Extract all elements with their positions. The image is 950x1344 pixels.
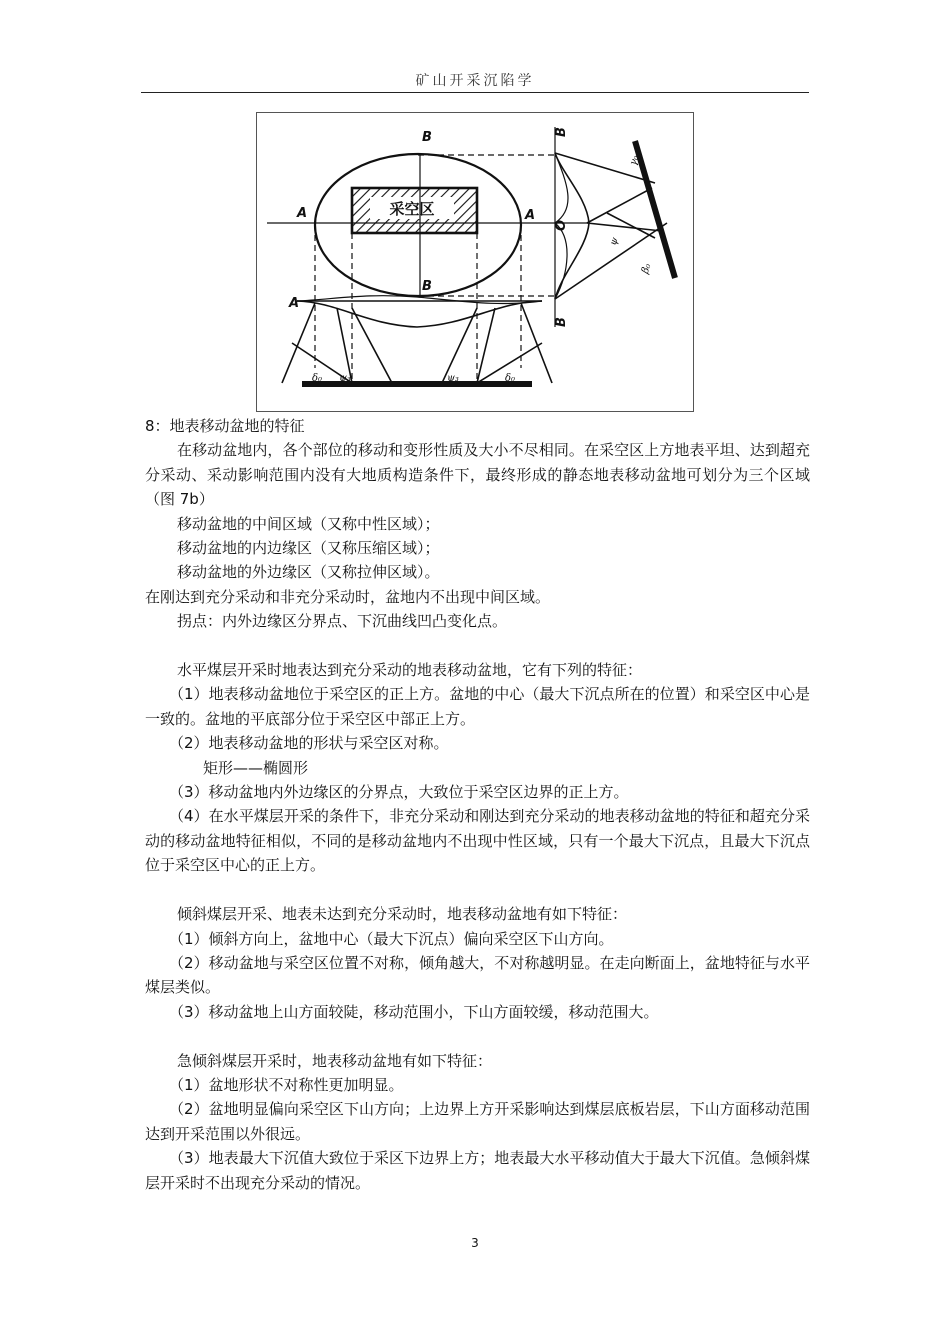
- steep-item-2: （2）盆地明显偏向采空区下山方向；上边界上方开采影响达到煤层底板岩层，下山方面移动范围达到开采范围以外很远。: [145, 1100, 810, 1143]
- label-psi3-left: ψ₃: [339, 373, 351, 384]
- zone-item-inner: 移动盆地的内边缘区（又称压缩区域）；: [177, 539, 440, 558]
- header-rule: [141, 92, 809, 93]
- label-b-center: B: [422, 279, 432, 294]
- label-gamma0: γ₀: [627, 153, 642, 168]
- inclined-item-1: （1）倾斜方向上，盆地中心（最大下沉点）偏向采空区下山方向。: [169, 929, 614, 948]
- horizontal-intro: 水平煤层开采时地表达到充分采动的地表移动盆地，它有下列的特征：: [177, 661, 643, 680]
- coal-seam-strike: [302, 381, 532, 387]
- subsidence-curve-strike: [297, 301, 542, 327]
- steep-item-1: （1）盆地形状不对称性更加明显。: [169, 1075, 404, 1094]
- steep-intro: 急倾斜煤层开采时，地表移动盆地有如下特征：: [177, 1051, 493, 1070]
- inclined-item-2: （2）移动盆地与采空区位置不对称，倾角越大，不对称越明显。在走向断面上，盆地特征与水平煤层类似。: [145, 953, 810, 997]
- intro-paragraph: 在移动盆地内，各个部位的移动和变形性质及大小不尽相同。在采空区上方地表平坦、达到超充分采动、采动影响范围内没有大地质构造条件下，最终形成的静态地表移动盆地可划分为三个区域（图 7b）: [145, 441, 810, 509]
- steep-item-3: （3）地表最大下沉值大致位于采区下边界上方；地表最大水平移动值大于最大下沉值。急倾斜煤层开采时不出现充分采动的情况。: [145, 1149, 810, 1192]
- mined-area-label: 采空区: [389, 200, 435, 218]
- label-delta0-right: δ₀: [505, 373, 516, 384]
- subsidence-basin-diagram: [257, 113, 693, 411]
- label-o: O: [554, 219, 569, 231]
- inflection-paragraph: 拐点：内外边缘区分界点、下沉曲线凹凸变化点。: [177, 612, 508, 631]
- subsidence-basin-figure: [256, 112, 694, 412]
- note-paragraph: 在刚达到充分采动和非充分采动时，盆地内不出现中间区域。: [145, 587, 551, 606]
- zone-item-center: 移动盆地的中间区域（又称中性区域）；: [177, 514, 440, 533]
- horizontal-item-4: （4）在水平煤层开采的条件下，非充分采动和刚达到充分采动的地表移动盆地的特征和超充分采动的移动盆地特征相似，不同的是移动盆地内不出现中性区域，只有一个最大下沉点，且最大下沉点位于采空区中心的正上方。: [145, 807, 810, 875]
- inclined-intro: 倾斜煤层开采、地表未达到充分采动时，地表移动盆地有如下特征：: [177, 905, 628, 924]
- inclined-item-3: （3）移动盆地上山方面较陡，移动范围小，下山方面较缓，移动范围大。: [169, 1002, 659, 1021]
- label-b-top: B: [422, 130, 432, 145]
- horizontal-item-2-sub: 矩形——椭圆形: [203, 758, 309, 777]
- horizontal-item-1: （1）地表移动盆地位于采空区的正上方。盆地的中心（最大下沉点所在的位置）和采空区中心是一致的。盆地的平底部分位于采空区中部正上方。: [145, 685, 810, 728]
- label-beta0: β₀: [639, 262, 654, 276]
- label-psi3-right: ψ₃: [447, 373, 459, 384]
- label-a-profile: A: [289, 296, 300, 311]
- section-heading: 8：地表移动盆地的特征: [145, 417, 305, 435]
- coal-seam-dip: [635, 141, 675, 278]
- horizontal-item-3: （3）移动盆地内外边缘区的分界点，大致位于采空区边界的正上方。: [169, 783, 629, 802]
- label-a-right: A: [525, 208, 536, 223]
- label-psi: ψ: [607, 236, 621, 248]
- zone-item-outer: 移动盆地的外边缘区（又称拉伸区域）。: [177, 563, 440, 582]
- label-b-right-top: B: [554, 127, 569, 137]
- label-a-left: A: [297, 206, 308, 221]
- header-title: 矿山开采沉陷学: [415, 73, 535, 89]
- horizontal-item-2: （2）地表移动盆地的形状与采空区对称。: [169, 734, 449, 753]
- label-delta0-left: δ₀: [312, 373, 323, 384]
- page-number: 3: [471, 1236, 479, 1250]
- label-b-right-bottom: B: [554, 317, 569, 327]
- body-text: [145, 414, 810, 1195]
